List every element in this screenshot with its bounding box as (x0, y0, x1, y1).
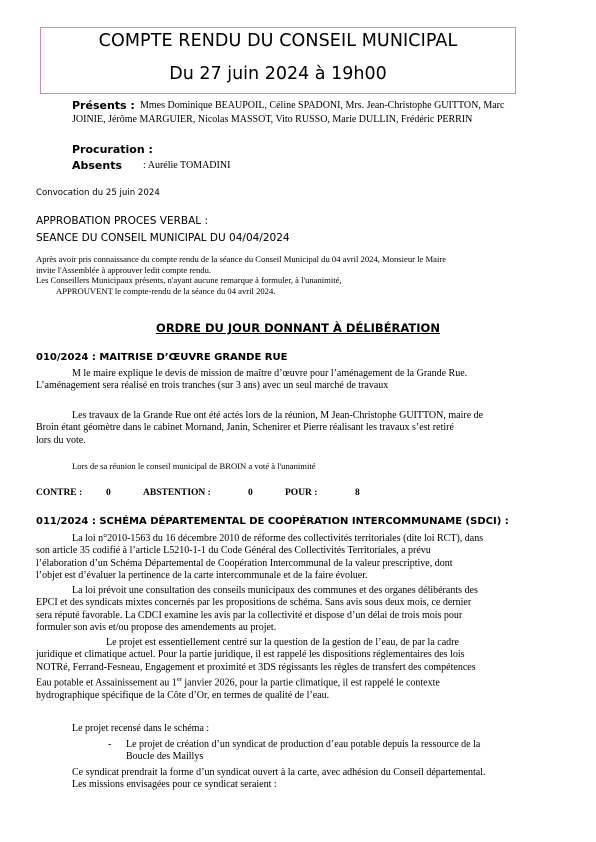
presents-label: Présents : (72, 99, 135, 112)
item2-p3-line4b: janvier 2026, pour la partie climatique, il est rappelé le contexte (181, 677, 440, 689)
item2-paragraph1 (36, 533, 560, 583)
presents-list-line2: JOINIE, Jérôme MARGUIER, Nicolas MASSOT, Vito RUSSO, Marie DULLIN, Frédéric PERRIN (72, 114, 473, 125)
bullet-item (126, 739, 480, 764)
agenda-title: ORDRE DU JOUR DONNANT À DÉLIBÉRATION (156, 321, 440, 335)
approval-text (36, 254, 446, 296)
approval-line4: APPROUVENT le compte-rendu de la séance du 04 avril 2024. (56, 285, 276, 296)
item2-p2-line1: La loi prévoit une consultation des conseils municipaux des communes et des organes délibérants des (72, 585, 478, 596)
item2-p1-line1: La loi n°2010-1563 du 16 décembre 2010 de réforme des collectivités territoriales (dite loi RCT), dans (72, 533, 484, 544)
convocation-date: Convocation du 25 juin 2024 (36, 188, 160, 198)
item2-paragraph3 (36, 637, 560, 702)
item2-p3-line3: NOTRé, Ferrand-Fesneau, Engagement et proximité et 3DS régissants les règles de transfert des compétences (36, 661, 476, 673)
abstention-label: ABSTENTION : (143, 488, 211, 498)
item2-p3-line5: hydrographique spécifique de la Côte d’Or, en termes de qualité de l’eau. (36, 689, 330, 701)
item2-p3-line4 (36, 674, 560, 690)
contre-value: 0 (106, 488, 111, 498)
presents-list-line1: Mmes Dominique BEAUPOIL, Céline SPADONI, Mrs. Jean-Christophe GUITTON, Marc (140, 100, 505, 111)
approval-subheading: SEANCE DU CONSEIL MUNICIPAL DU 04/04/2024 (36, 232, 290, 244)
item2-p2-line3: sera réputé favorable. La CDCI examine les avis par la collectivité et dispose d’un délai de trois mois pour (36, 609, 463, 621)
abstention-value: 0 (248, 488, 253, 498)
absents-value: : Aurélie TOMADINI (143, 160, 231, 171)
item1-p1-line1: M le maire explique le devis de mission de maître d’œuvre pour l’aménagement de la Grande Rue. (72, 368, 468, 379)
item1-p1-line2: L’aménagement sera réalisé en trois tranches (sur 3 ans) avec un seul marché de travaux (36, 380, 389, 392)
item2-heading: 011/2024 : SCHÉMA DÉPARTEMENTAL DE COOPÉRATION INTERCOMMUNAME (SDCI) : (36, 516, 509, 527)
procuration-label: Procuration : (72, 143, 153, 156)
item1-paragraph2 (36, 410, 560, 447)
item2-p1-line4: l’objet est d’évaluer la pertinence de la carte intercommunale et de la faire évoluer. (36, 570, 368, 582)
meeting-date: Du 27 juin 2024 à 19h00 (169, 64, 387, 84)
item1-p2-line2: Broin étant géomètre dans le cabinet Mornand, Janin, Schenirer et Pierre réalisant les travaux s’est retiré (36, 422, 454, 434)
approval-line1: Après avoir pris connaissance du compte rendu de la séance du Conseil Municipal du 04 avril 2024, Monsieur le Maire (36, 254, 447, 264)
item2-p2-line4: formuler son avis et/ou propose des amendements au projet. (36, 622, 277, 634)
item1-heading: 010/2024 : MAITRISE D’ŒUVRE GRANDE RUE (36, 352, 288, 363)
superscript-er: er (176, 676, 182, 684)
item1-paragraph1 (36, 368, 560, 393)
approval-heading: APPROBATION PROCES VERBAL : (36, 215, 209, 227)
pour-label: POUR : (285, 488, 318, 498)
item2-p1-line2: son article 35 codifié à l’article L5210-1-1 du Code Général des Collectivités Territoriales, a prévu (36, 545, 431, 557)
item2-paragraph2 (36, 585, 560, 635)
item2-p3-line2: juridique et climatique actuel. Pour la partie juridique, il est rappelé les dispositions réglementaires des lois (36, 649, 465, 661)
item2-paragraph5 (72, 767, 485, 792)
item2-p1-line3: l’élaboration d’un Schéma Départemental de Coopération Intercommunal de la valeur prescriptive, dont (36, 557, 453, 569)
pour-value: 8 (355, 488, 360, 498)
item2-p3-line1: Le projet est essentiellement centré sur la question de la gestion de l’eau, de par la cadre (106, 637, 459, 648)
item2-p3-line4a: Eau potable et Assainissement au 1 (36, 677, 177, 689)
bullet-line2: Boucle des Maillys (126, 751, 204, 763)
item2-p2-line2: EPCI et des syndicats mixtes concernés par les propositions de schéma. Sans avis sous deux mois, ce dernier (36, 597, 472, 609)
bullet-line1: Le projet de création d’un syndicat de production d’eau potable depuis la ressource de la (126, 739, 481, 750)
approval-line3: Les Conseillers Municipaux présents, n'ayant aucune remarque à formuler, à l'unanimité, (36, 275, 342, 285)
item1-p2-line1: Les travaux de la Grande Rue ont été actés lors de la réunion, M Jean-Christophe GUITTON, maire de (72, 410, 484, 421)
item1-p2-line3: lors du vote. (36, 434, 86, 446)
page-title: COMPTE RENDU DU CONSEIL MUNICIPAL (98, 31, 458, 51)
bullet-dash: - (108, 739, 112, 750)
item2-p5-line2: Les missions envisagées pour ce syndicat seraient : (72, 779, 277, 791)
approval-line2: invite l'Assemblée à approuver ledit compte rendu. (36, 264, 212, 275)
item2-p4-line1: Le projet recensé dans le schéma : (72, 723, 210, 734)
absents-label: Absents (72, 159, 123, 172)
item2-p5-line1: Ce syndicat prendrait la forme d’un syndicat ouvert à la carte, avec adhésion du Conseil départemental. (72, 767, 486, 778)
contre-label: CONTRE : (36, 488, 83, 498)
item1-vote-note: Lors de sa réunion le conseil municipal de BROIN a voté à l'unanimité (72, 461, 316, 471)
